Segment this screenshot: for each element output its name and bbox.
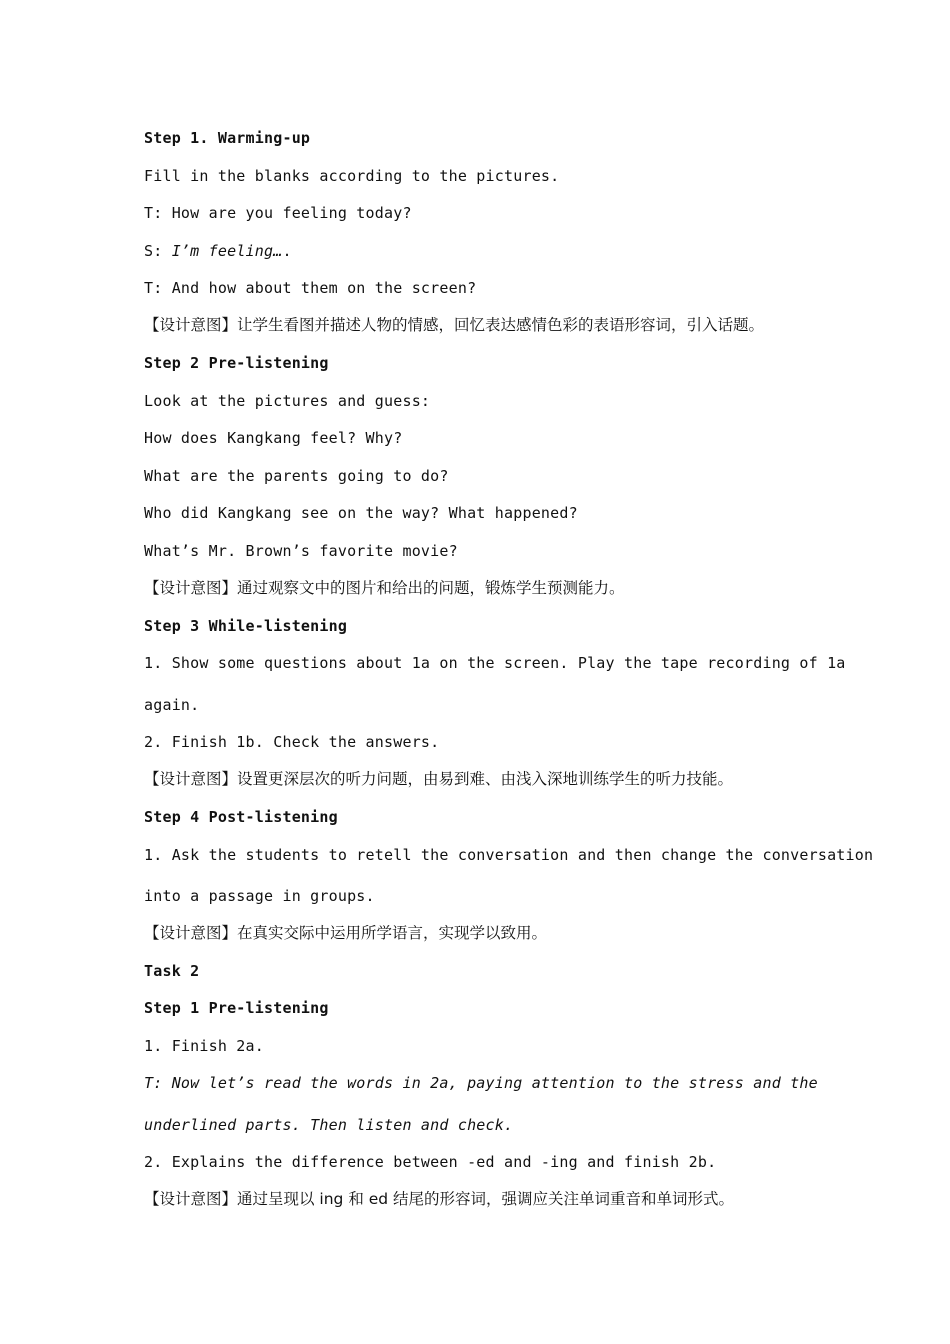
list-item-continuation: again. [144,696,200,714]
step2-heading: Step 2 Pre-listening [144,354,329,372]
list-item: 2. Finish 1b. Check the answers. [144,733,440,751]
list-item: 1. Show some questions about 1a on the screen. Play the tape recording of 1a [144,654,846,672]
list-item-continuation: into a passage in groups. [144,887,375,905]
design-intent-note: 【设计意图】通过呈现以 ing 和 ed 结尾的形容词，强调应关注单词重音和单词形式。 [144,1190,735,1208]
list-item: 2. Explains the difference between -ed and -ing and finish 2b. [144,1153,717,1171]
step3-heading: Step 3 While-listening [144,617,348,635]
design-intent-note: 【设计意图】通过观察文中的图片和给出的问题，锻炼学生预测能力。 [144,579,625,597]
design-intent-note: 【设计意图】设置更深层次的听力问题，由易到难、由浅入深地训练学生的听力技能。 [144,770,734,788]
teacher-instruction: T: Now let’s read the words in 2a, paying attention to the stress and the [144,1074,818,1092]
list-item: 1. Finish 2a. [144,1037,264,1055]
question-line: What are the parents going to do? [144,467,449,485]
question-line: How does Kangkang feel? Why? [144,429,403,447]
step1-heading-task2: Step 1 Pre-listening [144,999,329,1017]
suffix-text: . [282,242,292,260]
dialogue-line: T: How are you feeling today? [144,204,412,222]
body-text: Look at the pictures and guess: [144,392,431,410]
question-line: Who did Kangkang see on the way? What happened? [144,504,578,522]
italic-text: I’m feeling… [171,242,283,260]
design-intent-note: 【设计意图】让学生看图并描述人物的情感，回忆表达感情色彩的表语形容词，引入话题。 [144,316,765,334]
question-line: What’s Mr. Brown’s favorite movie? [144,542,458,560]
dialogue-line: T: And how about them on the screen? [144,279,477,297]
speaker-prefix: S: [144,242,172,260]
design-intent-note: 【设计意图】在真实交际中运用所学语言，实现学以致用。 [144,924,548,942]
list-item: 1. Ask the students to retell the conversation and then change the conversation [144,846,874,864]
body-text: Fill in the blanks according to the pictures. [144,167,560,185]
task2-heading: Task 2 [144,962,200,980]
step1-heading: Step 1. Warming-up [144,129,311,147]
dialogue-line [144,241,824,261]
teacher-instruction-continuation: underlined parts. Then listen and check. [144,1116,514,1134]
step4-heading: Step 4 Post-listening [144,808,338,826]
